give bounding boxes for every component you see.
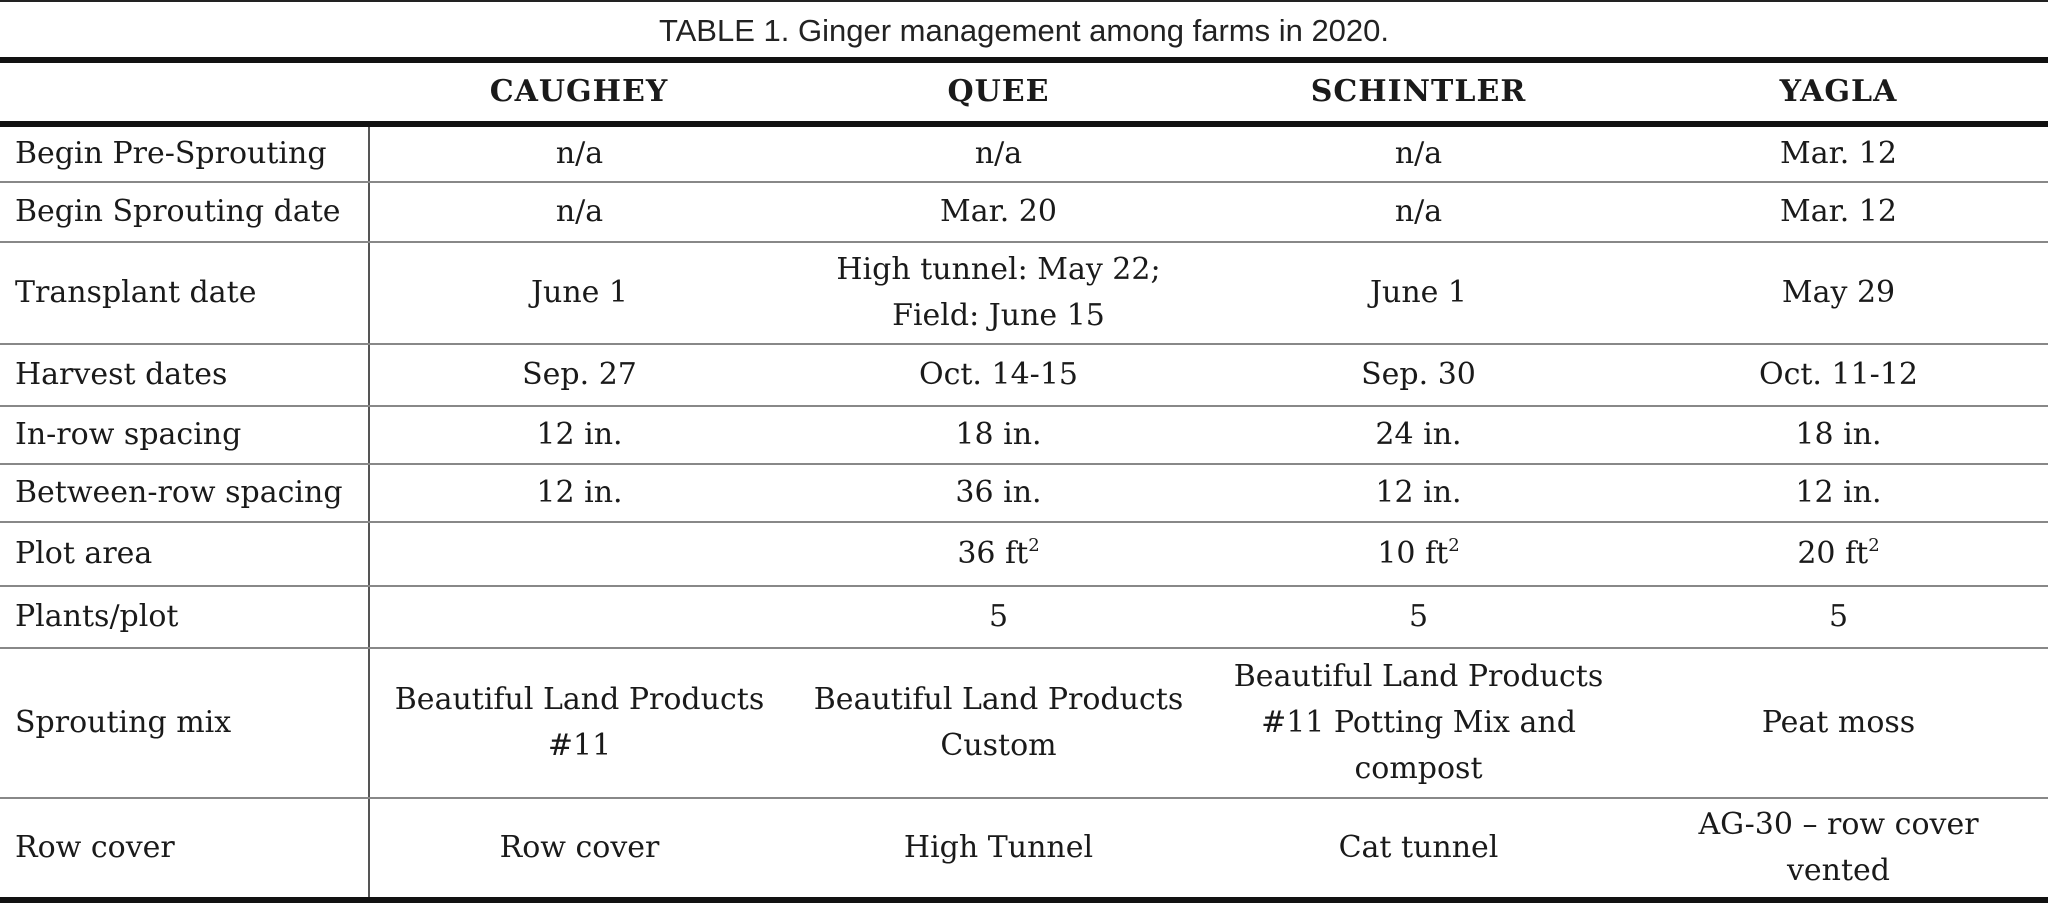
table-cell: Peat moss xyxy=(1629,648,2048,798)
table-cell: June 1 xyxy=(1208,242,1629,344)
row-label: Sprouting mix xyxy=(0,648,369,798)
table-cell: High Tunnel xyxy=(789,798,1208,900)
row-label: Plants/plot xyxy=(0,586,369,648)
table-cell xyxy=(1208,522,1629,586)
cell-value: 36 ft xyxy=(957,536,1029,571)
table-caption: TABLE 1. Ginger management among farms in 2020. xyxy=(0,0,2048,58)
table-cell: Mar. 12 xyxy=(1629,182,2048,242)
table-row xyxy=(0,798,2048,900)
table-cell: Beautiful Land Products #11 Potting Mix and compost xyxy=(1208,648,1629,798)
table-cell xyxy=(789,522,1208,586)
table-cell xyxy=(369,586,789,648)
table-cell: 18 in. xyxy=(1629,406,2048,464)
table-cell: 12 in. xyxy=(1629,464,2048,522)
row-label: Begin Sprouting date xyxy=(0,182,369,242)
table-cell: 5 xyxy=(789,586,1208,648)
row-label: Plot area xyxy=(0,522,369,586)
table-cell: n/a xyxy=(369,124,789,182)
header-cell-empty xyxy=(0,60,369,124)
table-row xyxy=(0,242,2048,344)
table-cell: 5 xyxy=(1208,586,1629,648)
table-cell: Oct. 11-12 xyxy=(1629,344,2048,406)
superscript: 2 xyxy=(1868,535,1880,556)
table-header-row xyxy=(0,60,2048,124)
table-cell: 12 in. xyxy=(369,406,789,464)
superscript: 2 xyxy=(1028,535,1040,556)
header-cell-caughey: CAUGHEY xyxy=(369,60,789,124)
header-cell-schintler: SCHINTLER xyxy=(1208,60,1629,124)
table-cell: 24 in. xyxy=(1208,406,1629,464)
table-row xyxy=(0,182,2048,242)
table-cell: AG-30 – row cover vented xyxy=(1629,798,2048,900)
row-label: Between-row spacing xyxy=(0,464,369,522)
cell-value: 10 ft xyxy=(1377,536,1449,571)
table-cell: Row cover xyxy=(369,798,789,900)
table-cell: 12 in. xyxy=(369,464,789,522)
row-label: Transplant date xyxy=(0,242,369,344)
table-cell: 5 xyxy=(1629,586,2048,648)
table-cell: May 29 xyxy=(1629,242,2048,344)
table-cell: n/a xyxy=(789,124,1208,182)
ginger-management-table xyxy=(0,57,2048,903)
table-row xyxy=(0,406,2048,464)
table-cell: 12 in. xyxy=(1208,464,1629,522)
table-cell: Sep. 30 xyxy=(1208,344,1629,406)
table-cell: Sep. 27 xyxy=(369,344,789,406)
table-cell: Oct. 14-15 xyxy=(789,344,1208,406)
superscript: 2 xyxy=(1448,535,1460,556)
table-cell: n/a xyxy=(1208,124,1629,182)
row-label: Begin Pre-Sprouting xyxy=(0,124,369,182)
table-cell: High tunnel: May 22; Field: June 15 xyxy=(789,242,1208,344)
header-cell-yagla: YAGLA xyxy=(1629,60,2048,124)
row-label: Harvest dates xyxy=(0,344,369,406)
table-cell xyxy=(1629,522,2048,586)
table-cell: 36 in. xyxy=(789,464,1208,522)
table-row xyxy=(0,586,2048,648)
table-row xyxy=(0,464,2048,522)
table-cell: June 1 xyxy=(369,242,789,344)
row-label: Row cover xyxy=(0,798,369,900)
table-cell: n/a xyxy=(1208,182,1629,242)
table-cell xyxy=(369,522,789,586)
table-row xyxy=(0,124,2048,182)
table-cell: Mar. 12 xyxy=(1629,124,2048,182)
table-cell: Beautiful Land Products #11 xyxy=(369,648,789,798)
cell-value: 20 ft xyxy=(1797,536,1869,571)
table-cell: 18 in. xyxy=(789,406,1208,464)
table-cell: n/a xyxy=(369,182,789,242)
header-cell-quee: QUEE xyxy=(789,60,1208,124)
table-row xyxy=(0,648,2048,798)
table-cell: Mar. 20 xyxy=(789,182,1208,242)
table-row xyxy=(0,522,2048,586)
table-cell: Beautiful Land Products Custom xyxy=(789,648,1208,798)
table-row xyxy=(0,344,2048,406)
table-cell: Cat tunnel xyxy=(1208,798,1629,900)
row-label: In-row spacing xyxy=(0,406,369,464)
